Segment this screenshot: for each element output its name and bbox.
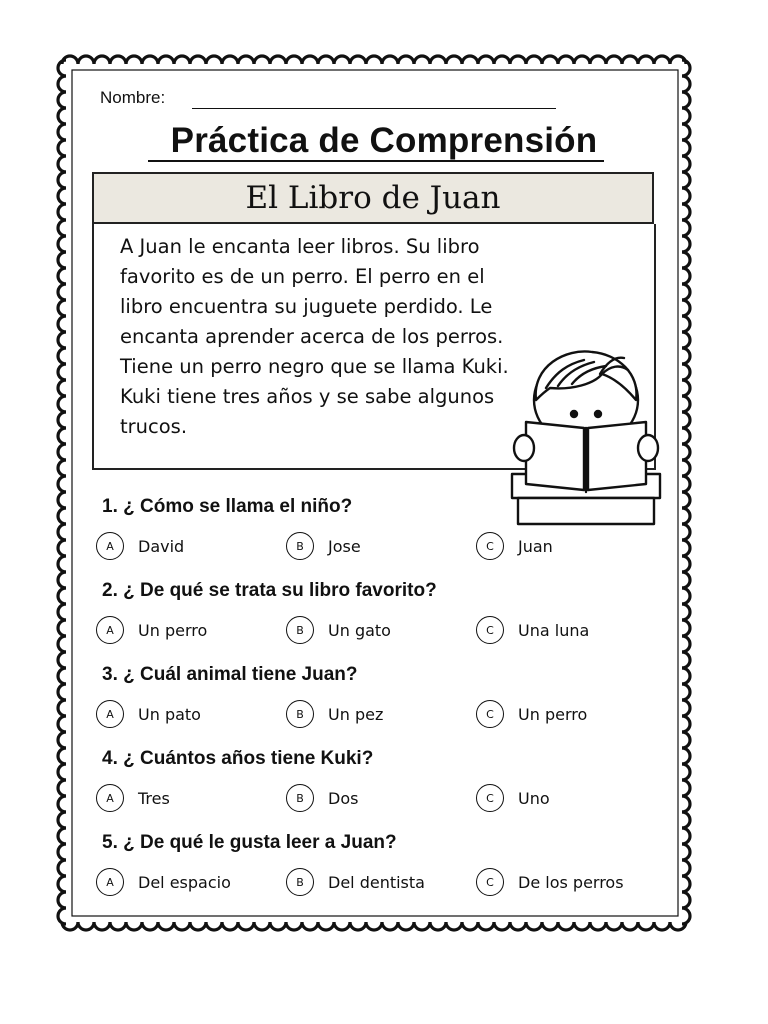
option-circle[interactable]: A (96, 532, 124, 560)
border-scallop (334, 56, 350, 64)
option-circle[interactable]: A (96, 616, 124, 644)
border-scallop (682, 636, 690, 652)
border-scallop (58, 428, 66, 444)
border-scallop (682, 684, 690, 700)
border-scallop (682, 732, 690, 748)
border-scallop (58, 492, 66, 508)
border-scallop (430, 922, 446, 930)
answer-option[interactable] (96, 868, 231, 896)
border-scallop (682, 844, 690, 860)
option-text: Tres (138, 788, 170, 808)
border-scallop (58, 236, 66, 252)
border-scallop (462, 922, 478, 930)
border-scallop (526, 56, 542, 64)
story-title: El Libro de Juan (245, 180, 501, 216)
border-scallop (238, 922, 254, 930)
border-scallop (682, 396, 690, 412)
option-text: Del espacio (138, 872, 231, 892)
border-scallop (682, 444, 690, 460)
border-scallop (682, 92, 690, 108)
border-scallop (574, 922, 590, 930)
border-scallop (58, 476, 66, 492)
answer-option[interactable] (286, 700, 383, 728)
border-scallop (58, 636, 66, 652)
border-scallop (462, 56, 478, 64)
border-scallop (94, 922, 110, 930)
border-scallop (682, 508, 690, 524)
border-scallop (682, 380, 690, 396)
border-scallop (58, 796, 66, 812)
question-1: 1. ¿ Cómo se llama el niño? (102, 496, 353, 517)
border-scallop (682, 284, 690, 300)
option-circle[interactable]: B (286, 616, 314, 644)
border-scallop (58, 188, 66, 204)
border-scallop (58, 620, 66, 636)
border-scallop (682, 748, 690, 764)
border-scallop (494, 922, 510, 930)
border-scallop (682, 908, 690, 924)
border-scallop (58, 412, 66, 428)
border-scallop (682, 764, 690, 780)
border-scallop (682, 428, 690, 444)
border-scallop (682, 540, 690, 556)
border-scallop (682, 556, 690, 572)
border-scallop (682, 572, 690, 588)
border-scallop (286, 922, 302, 930)
border-scallop (606, 56, 622, 64)
border-scallop (58, 268, 66, 284)
border-scallop (366, 922, 382, 930)
answer-option[interactable] (476, 784, 550, 812)
border-scallop (510, 56, 526, 64)
border-scallop (682, 348, 690, 364)
boy-reading-book-icon (506, 344, 666, 526)
border-scallop (58, 460, 66, 476)
option-text: Un gato (328, 620, 391, 640)
border-scallop (286, 56, 302, 64)
border-scallop (682, 876, 690, 892)
answer-option[interactable] (286, 616, 391, 644)
border-scallop (58, 556, 66, 572)
border-scallop (58, 380, 66, 396)
border-scallop (58, 876, 66, 892)
border-scallop (350, 56, 366, 64)
border-scallop (58, 76, 66, 92)
border-scallop (682, 860, 690, 876)
border-scallop (58, 316, 66, 332)
option-circle[interactable]: C (476, 784, 504, 812)
border-scallop (682, 364, 690, 380)
option-text: Dos (328, 788, 359, 808)
name-field-line[interactable] (192, 108, 556, 109)
border-scallop (190, 922, 206, 930)
title-underline (148, 160, 604, 162)
border-scallop (682, 652, 690, 668)
border-scallop (558, 922, 574, 930)
border-scallop (682, 332, 690, 348)
border-scallop (638, 922, 654, 930)
answer-option[interactable] (96, 784, 170, 812)
border-scallop (58, 748, 66, 764)
border-scallop (174, 56, 190, 64)
border-scallop (606, 922, 622, 930)
border-scallop (682, 252, 690, 268)
border-scallop (682, 716, 690, 732)
question-3: 3. ¿ Cuál animal tiene Juan? (102, 664, 358, 685)
border-scallop (682, 60, 690, 76)
border-scallop (238, 56, 254, 64)
page-title: Práctica de Comprensión (170, 121, 598, 160)
border-scallop (254, 56, 270, 64)
answer-option[interactable] (286, 784, 358, 812)
border-scallop (58, 524, 66, 540)
border-scallop (142, 922, 158, 930)
border-scallop (58, 588, 66, 604)
answer-option[interactable] (286, 868, 425, 896)
border-scallop (682, 620, 690, 636)
option-text: Una luna (518, 620, 590, 640)
border-scallop (58, 860, 66, 876)
border-scallop (542, 922, 558, 930)
border-scallop (142, 56, 158, 64)
name-label: Nombre: (100, 88, 166, 107)
option-circle[interactable]: C (476, 868, 504, 896)
border-scallop (58, 604, 66, 620)
border-scallop (58, 716, 66, 732)
border-scallop (654, 922, 670, 930)
border-scallop (206, 56, 222, 64)
answer-option[interactable] (476, 616, 589, 644)
answer-option[interactable] (96, 532, 184, 560)
border-scallop (58, 220, 66, 236)
border-scallop (158, 56, 174, 64)
border-scallop (350, 922, 366, 930)
border-scallop (558, 56, 574, 64)
question-2: 2. ¿ De qué se trata su libro favorito? (102, 580, 437, 601)
border-scallop (398, 922, 414, 930)
border-scallop (682, 172, 690, 188)
border-scallop (58, 508, 66, 524)
option-circle[interactable]: A (96, 784, 124, 812)
border-scallop (58, 684, 66, 700)
border-scallop (682, 76, 690, 92)
border-scallop (222, 922, 238, 930)
border-scallop (94, 56, 110, 64)
border-scallop (58, 348, 66, 364)
border-scallop (574, 56, 590, 64)
border-scallop (58, 780, 66, 796)
border-scallop (58, 828, 66, 844)
option-text: Un pez (328, 704, 384, 724)
option-circle[interactable]: A (96, 868, 124, 896)
border-scallop (682, 268, 690, 284)
border-scallop (682, 188, 690, 204)
border-scallop (78, 922, 94, 930)
border-scallop (478, 922, 494, 930)
answer-option[interactable] (476, 868, 624, 896)
border-scallop (78, 56, 94, 64)
border-scallop (510, 922, 526, 930)
border-scallop (622, 922, 638, 930)
border-scallop (590, 56, 606, 64)
story-title-banner (92, 172, 654, 224)
border-scallop (58, 172, 66, 188)
border-scallop (398, 56, 414, 64)
border-scallop (302, 922, 318, 930)
border-scallop (682, 300, 690, 316)
option-circle[interactable]: C (476, 700, 504, 728)
border-scallop (318, 922, 334, 930)
border-scallop (682, 668, 690, 684)
border-scallop (58, 668, 66, 684)
border-scallop (382, 56, 398, 64)
border-scallop (58, 252, 66, 268)
border-scallop (682, 220, 690, 236)
border-scallop (58, 60, 66, 76)
border-scallop (126, 922, 142, 930)
border-scallop (58, 764, 66, 780)
border-scallop (414, 922, 430, 930)
border-scallop (254, 922, 270, 930)
border-scallop (158, 922, 174, 930)
border-scallop (494, 56, 510, 64)
border-scallop (682, 460, 690, 476)
border-scallop (682, 892, 690, 908)
border-scallop (682, 204, 690, 220)
border-scallop (542, 56, 558, 64)
border-scallop (58, 300, 66, 316)
border-scallop (446, 56, 462, 64)
border-scallop (334, 922, 350, 930)
border-scallop (58, 92, 66, 108)
answer-option[interactable] (476, 700, 587, 728)
border-scallop (526, 922, 542, 930)
border-scallop (682, 796, 690, 812)
option-circle[interactable]: B (286, 532, 314, 560)
border-scallop (318, 56, 334, 64)
border-scallop (682, 492, 690, 508)
option-text: Juan (518, 536, 553, 556)
border-scallop (58, 812, 66, 828)
option-text: Uno (518, 788, 550, 808)
border-scallop (58, 364, 66, 380)
border-scallop (58, 396, 66, 412)
border-scallop (682, 828, 690, 844)
border-scallop (58, 204, 66, 220)
border-scallop (190, 56, 206, 64)
border-scallop (58, 572, 66, 588)
border-scallop (654, 56, 670, 64)
option-circle[interactable]: B (286, 868, 314, 896)
border-scallop (58, 908, 66, 924)
option-circle[interactable]: B (286, 700, 314, 728)
option-text: Del dentista (328, 872, 425, 892)
border-scallop (430, 56, 446, 64)
border-scallop (58, 444, 66, 460)
option-circle[interactable]: C (476, 616, 504, 644)
border-scallop (478, 56, 494, 64)
border-scallop (270, 922, 286, 930)
border-scallop (110, 56, 126, 64)
border-scallop (174, 922, 190, 930)
border-scallop (58, 732, 66, 748)
option-text: Un pato (138, 704, 201, 724)
answer-option[interactable] (286, 532, 361, 560)
option-circle[interactable]: B (286, 784, 314, 812)
border-scallop (682, 476, 690, 492)
border-scallop (58, 700, 66, 716)
option-circle[interactable]: A (96, 700, 124, 728)
border-scallop (682, 412, 690, 428)
border-scallop (382, 922, 398, 930)
border-scallop (622, 56, 638, 64)
border-scallop (302, 56, 318, 64)
border-scallop (590, 922, 606, 930)
border-scallop (682, 700, 690, 716)
border-scallop (58, 892, 66, 908)
question-5: 5. ¿ De qué le gusta leer a Juan? (102, 832, 397, 853)
border-scallop (682, 236, 690, 252)
option-text: Un perro (138, 620, 208, 640)
border-scallop (58, 844, 66, 860)
option-text: Un perro (518, 704, 588, 724)
border-scallop (366, 56, 382, 64)
option-text: Jose (328, 536, 361, 556)
border-scallop (682, 604, 690, 620)
answer-option[interactable] (96, 700, 201, 728)
answer-option[interactable] (96, 616, 207, 644)
border-scallop (446, 922, 462, 930)
option-circle[interactable]: C (476, 532, 504, 560)
border-scallop (682, 524, 690, 540)
border-scallop (58, 540, 66, 556)
question-4: 4. ¿ Cuántos años tiene Kuki? (102, 748, 374, 769)
border-scallop (682, 588, 690, 604)
option-text: David (138, 536, 185, 556)
border-scallop (58, 284, 66, 300)
border-scallop (126, 56, 142, 64)
border-scallop (110, 922, 126, 930)
border-scallop (414, 56, 430, 64)
border-scallop (58, 332, 66, 348)
border-scallop (682, 780, 690, 796)
border-scallop (222, 56, 238, 64)
border-scallop (682, 316, 690, 332)
border-scallop (206, 922, 222, 930)
border-scallop (682, 812, 690, 828)
option-text: De los perros (518, 872, 624, 892)
answer-option[interactable] (476, 532, 553, 560)
story-text: A Juan le encanta leer libros. Su libro favorito es de un perro. El perro en el libro encuentra su juguete perdido. Le encanta aprender acerca de los perros. Tiene un perro negro que se llama Kuki. Kuki tiene tres años y se sabe algunos trucos. (120, 235, 509, 438)
border-scallop (58, 652, 66, 668)
border-scallop (638, 56, 654, 64)
border-scallop (270, 56, 286, 64)
